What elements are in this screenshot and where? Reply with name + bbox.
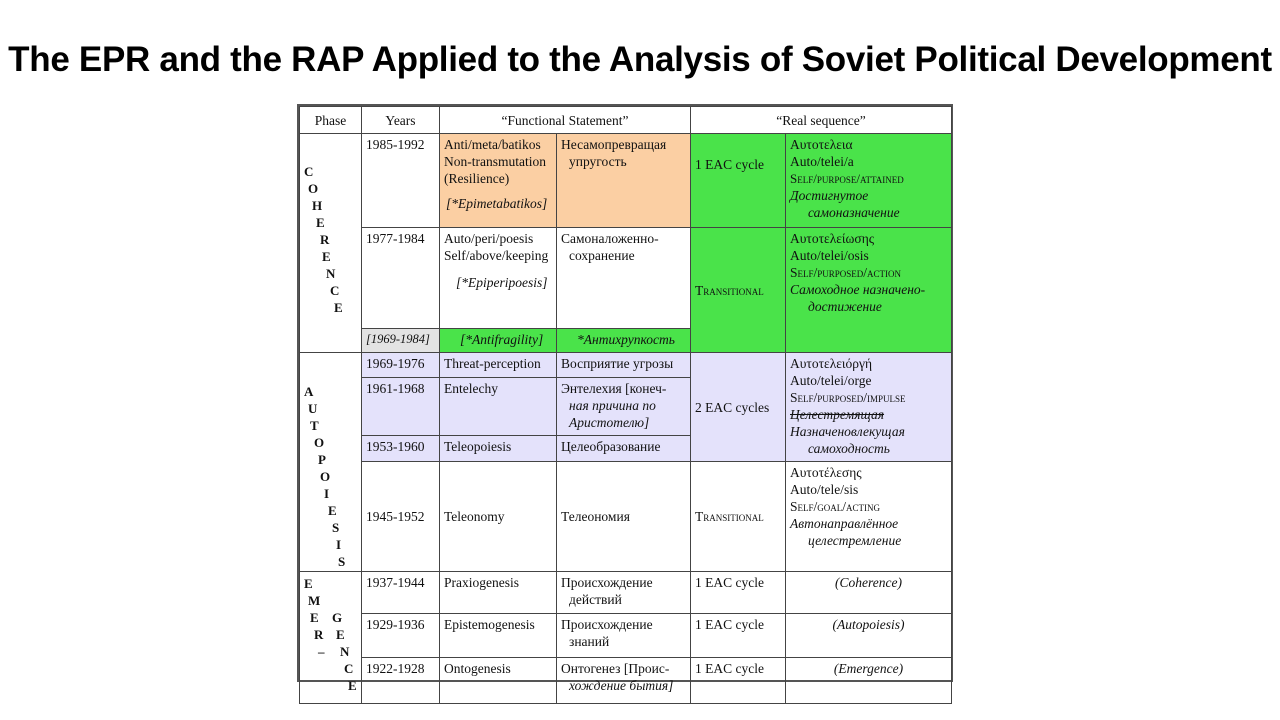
table-row xyxy=(300,228,952,329)
real-sequence-cell: (Coherence) xyxy=(786,572,952,614)
real-sequence-cell: (Autopoiesis) xyxy=(786,614,952,658)
table-row xyxy=(300,614,952,658)
fs-english-cell: Auto/peri/poesis Self/above/keeping [*Epiperipoesis] xyxy=(440,228,557,329)
years-cell: [1969-1984] xyxy=(362,329,440,353)
slide-title: The EPR and the RAP Applied to the Analysis of Soviet Political Development xyxy=(8,40,1272,79)
fs-russian-cell: Энтелехия [конеч- ная причина по Аристотелю] xyxy=(557,378,691,436)
header-years: Years xyxy=(362,107,440,134)
phase-autopoiesis: A U T O P O I E S I S xyxy=(300,353,362,572)
fs-english-cell: Threat-perception xyxy=(440,353,557,378)
years-cell: 1961-1968 xyxy=(362,378,440,436)
fs-russian-cell: Онтогенез [Проис- хождение бытия] xyxy=(557,658,691,704)
fs-english-cell: Teleonomy xyxy=(440,462,557,572)
fs-russian-cell: Восприятие угрозы xyxy=(557,353,691,378)
table-row xyxy=(300,134,952,228)
years-cell: 1953-1960 xyxy=(362,436,440,462)
fs-english-cell: Anti/meta/batikos Non-transmutation (Resilience) [*Epimetabatikos] xyxy=(440,134,557,228)
epr-rap-table xyxy=(297,104,953,693)
phase-emergence: E M E R – G E N C E xyxy=(300,572,362,704)
cycle-cell: 1 EAC cycle xyxy=(691,134,786,228)
fs-russian-cell: Происхождение действий xyxy=(557,572,691,614)
header-real-sequence: “Real sequence” xyxy=(691,107,952,134)
years-cell: 1945-1952 xyxy=(362,462,440,572)
fs-russian-cell: Самоналоженно- сохранение xyxy=(557,228,691,329)
years-cell: 1985-1992 xyxy=(362,134,440,228)
cycle-cell: 1 EAC cycle xyxy=(691,658,786,704)
years-cell: 1929-1936 xyxy=(362,614,440,658)
table-row xyxy=(300,353,952,378)
fs-russian-cell: *Антихрупкость xyxy=(557,329,691,353)
fs-english-cell: [*Antifragility] xyxy=(440,329,557,353)
real-sequence-cell: (Emergence) xyxy=(786,658,952,704)
header-row xyxy=(300,107,952,134)
fs-russian-cell: Несамопревращая упругость xyxy=(557,134,691,228)
table-row xyxy=(300,572,952,614)
table-row xyxy=(300,462,952,572)
fs-english-cell: Ontogenesis xyxy=(440,658,557,704)
cycle-cell: 1 EAC cycle xyxy=(691,572,786,614)
fs-russian-cell: Целеобразование xyxy=(557,436,691,462)
real-sequence-cell: Αυτοτελειόργή Auto/telei/orge Self/purposed/impulse Целестремящая Назначеновлекущая самоходность xyxy=(786,353,952,462)
cycle-cell: Transitional xyxy=(691,228,786,353)
years-cell: 1969-1976 xyxy=(362,353,440,378)
real-sequence-cell: Αυτοτελείωσης Auto/telei/osis Self/purposed/action Самоходное назначено- достижение xyxy=(786,228,952,353)
fs-english-cell: Epistemogenesis xyxy=(440,614,557,658)
years-cell: 1922-1928 xyxy=(362,658,440,704)
header-phase: Phase xyxy=(300,107,362,134)
fs-english-cell: Praxiogenesis xyxy=(440,572,557,614)
table-row xyxy=(300,658,952,704)
cycle-cell: Transitional xyxy=(691,462,786,572)
fs-russian-cell: Телеономия xyxy=(557,462,691,572)
phase-coherence: C O H E R E N C E xyxy=(300,134,362,353)
cycle-cell: 1 EAC cycle xyxy=(691,614,786,658)
years-cell: 1937-1944 xyxy=(362,572,440,614)
fs-russian-cell: Происхождение знаний xyxy=(557,614,691,658)
real-sequence-cell: Αυτοτέλεσης Auto/tele/sis Self/goal/acting Автонаправлённое целестремление xyxy=(786,462,952,572)
fs-english-cell: Entelechy xyxy=(440,378,557,436)
years-cell: 1977-1984 xyxy=(362,228,440,329)
cycle-cell: 2 EAC cycles xyxy=(691,353,786,462)
fs-english-cell: Teleopoiesis xyxy=(440,436,557,462)
real-sequence-cell: Αυτοτελεια Auto/telei/a Self/purpose/attained Достигнутое самоназначение xyxy=(786,134,952,228)
header-functional-statement: “Functional Statement” xyxy=(440,107,691,134)
analysis-table xyxy=(299,106,952,704)
